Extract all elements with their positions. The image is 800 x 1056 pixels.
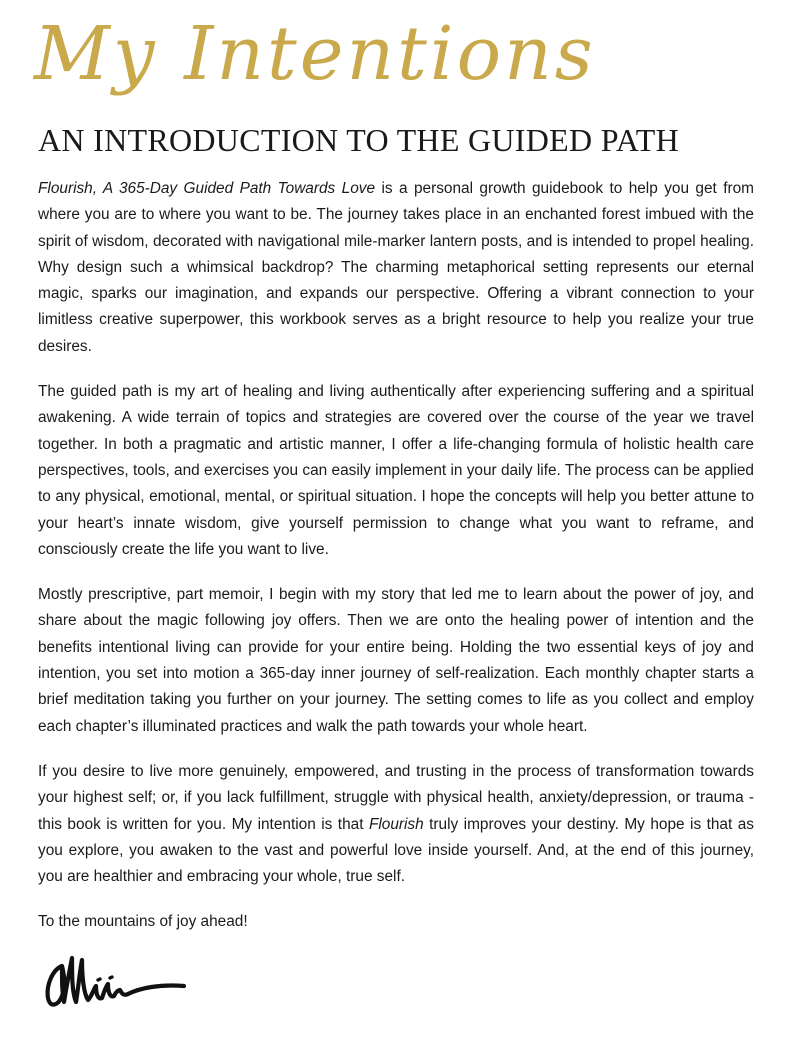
- paragraph-audience: [38, 759, 754, 890]
- signature: [40, 946, 190, 1018]
- book-title: Flourish, A 365-Day Guided Path Towards Love: [38, 180, 376, 197]
- book-name-emphasis: Flourish: [368, 815, 424, 833]
- closing-line: To the mountains of joy ahead!: [38, 913, 248, 931]
- section-subtitle: AN INTRODUCTION TO THE GUIDED PATH: [38, 122, 680, 158]
- paragraph-memoir: Mostly prescriptive, part memoir, I begin with my story that led me to learn about the power of joy, and share about the magic following joy offers. Then we are onto the healing power of intention and the benefits intentional living can provide for your entire being. Holding the two essential keys of joy and intention, you set into motion a 365-day inner journey of self-realization. Each monthly chapter starts a brief meditation taking you further on your journey. The setting comes to life as you collect and employ each chapter’s illuminated practices and walk the path towards your whole heart.: [38, 586, 754, 735]
- paragraph-guided-path: The guided path is my art of healing and living authentically after experiencing suffering and a spiritual awakening. A wide terrain of topics and strategies are covered over the course of the year we travel together. In both a pragmatic and artistic manner, I offer a life-changing formula of holistic health care perspectives, tools, and exercises you can easily implement in your daily life. The process can be applied to any physical, emotional, mental, or spiritual situation. I hope the concepts will help you better attune to your heart’s innate wisdom, give yourself permission to change what you want to reframe, and consciously create the life you want to live.: [38, 383, 754, 558]
- page-title: My Intentions: [34, 11, 596, 97]
- paragraph-intro: [38, 176, 754, 360]
- paragraph-audience-text-1: If you desire to live more genuinely, empowered, and trusting in the process of transformation towards your highest self; or, if you lack fulfillment, struggle with physical health, anxiety/depression, or trauma - this book is written for you. My intention is that: [38, 762, 754, 833]
- paragraph-audience-text-2: truly improves your destiny. My hope is that as you explore, you awaken to the vast and powerful love inside yourself. And, at the end of this journey, you are healthier and embracing your whole, true self.: [38, 815, 754, 886]
- body-text: [38, 176, 754, 955]
- paragraph-intro-text: is a personal growth guidebook to help you get from where you are to where you want to be. The journey takes place in an enchanted forest imbued with the spirit of wisdom, decorated with navigational mile-marker lantern posts, and is intended to propel healing. Why design such a whimsical backdrop? The charming metaphorical setting represents our eternal magic, sparks our imagination, and expands our perspective. Offering a vibrant connection to your limitless creative superpower, this workbook serves as a bright resource to help you realize your true desires.: [38, 180, 755, 355]
